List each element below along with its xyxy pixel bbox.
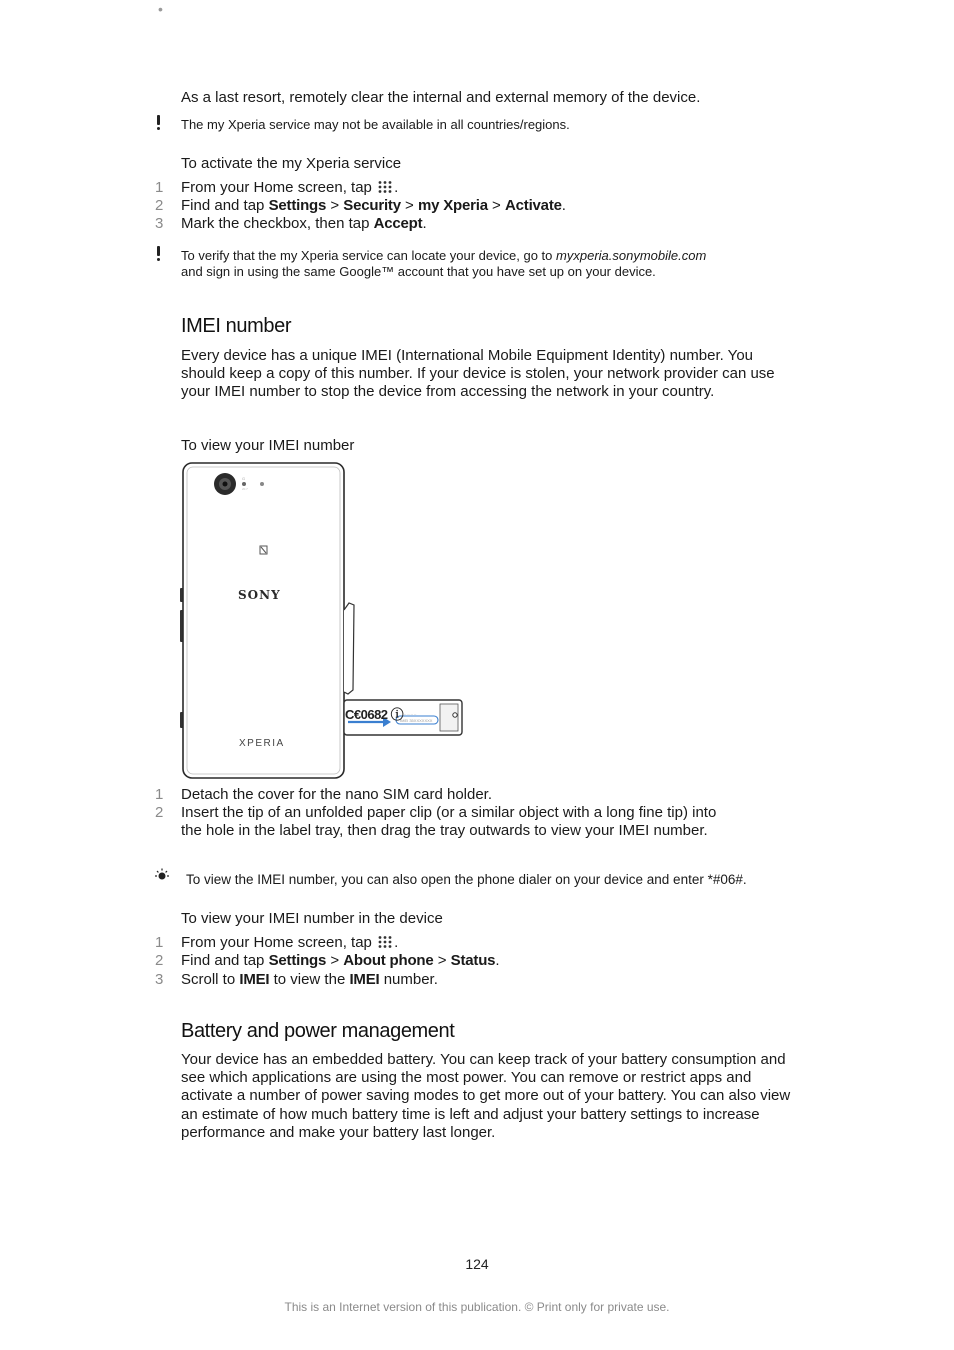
bullet-dot: •: [158, 1, 163, 17]
step-number: 2: [155, 804, 164, 821]
ui-accept: Accept: [373, 215, 423, 232]
bullet-text: As a last resort, remotely clear the internal and external memory of the device.: [181, 89, 701, 106]
svg-text:-- -- -- --: -- -- -- --: [404, 712, 417, 716]
lightbulb-icon: [154, 868, 170, 882]
section-title-imei: IMEI number: [181, 315, 292, 337]
phone-back-drawing: [178, 460, 468, 782]
battery-paragraph: Your device has an embedded battery. You can keep track of your battery consumption and see which applications are using the most power. You can remove or restrict apps and activate a number of power saving modes to get more out of your battery. You can also view an estimate of how much battery time is left and adjust your battery settings to increase performance and make your battery last longer.: [181, 1051, 791, 1141]
step-number: 1: [155, 786, 164, 803]
step-text: Insert the tip of an unfolded paper clip (or a similar object with a long fine tip) into the hole in the label tray, then drag the tray outwards to view your IMEI number.: [181, 804, 717, 839]
xperia-link[interactable]: myxperia.sonymobile.com: [556, 248, 707, 263]
ui-status: Status: [450, 952, 496, 969]
step-text-label: From your Home screen, tap: [181, 934, 372, 951]
note-text-pre: To verify that the my Xperia service can locate your device, go to: [181, 248, 553, 263]
imei-paragraph: Every device has a unique IMEI (International Mobile Equipment Identity) number. You should keep a copy of this number. If your device is stolen, your network provider can use your IMEI number to stop the device from accessing the network in your country.: [181, 347, 775, 401]
section-title-battery: Battery and power management: [181, 1020, 455, 1042]
step-mid: to view the: [273, 971, 346, 988]
svg-text:20.7: 20.7: [242, 487, 248, 491]
step-number: 1: [155, 934, 164, 951]
ui-imei: IMEI: [239, 971, 270, 988]
note-text: The my Xperia service may not be available in all countries/regions.: [181, 117, 570, 132]
step-prefix: Scroll to: [181, 971, 236, 988]
ui-activate: Activate: [505, 197, 562, 214]
page-number: 124: [465, 1256, 489, 1272]
ui-settings: Settings: [268, 197, 327, 214]
step-text: From your Home screen, tap .: [181, 934, 399, 951]
step-text: Find and tap Settings > Security > my Xperia > Activate.: [181, 197, 566, 214]
phone-illustration: [178, 460, 468, 782]
apps-grid-icon: [377, 935, 393, 949]
svg-text:G: G: [242, 476, 246, 481]
step-text: Mark the checkbox, then tap Accept.: [181, 215, 427, 232]
step-end: number.: [383, 971, 438, 988]
step-prefix: Mark the checkbox, then tap: [181, 215, 370, 232]
step-number: 1: [155, 179, 164, 196]
step-text: Find and tap Settings > About phone > Status.: [181, 952, 500, 969]
note-text: [181, 248, 801, 280]
exclamation-icon: [157, 115, 161, 130]
ui-my-xperia: my Xperia: [417, 197, 488, 214]
ui-about-phone: About phone: [343, 952, 434, 969]
sony-logo: SONY: [238, 588, 281, 602]
svg-text:IMEI 35XXXXXXX: IMEI 35XXXXXXX: [400, 718, 433, 723]
step-number: 2: [155, 197, 164, 214]
footer-text: This is an Internet version of this publication. © Print only for private use.: [284, 1300, 670, 1314]
exclamation-icon: [157, 246, 161, 261]
step-prefix: Find and tap: [181, 952, 265, 969]
note-text-line2: and sign in using the same Google™ account that you have set up on your device.: [181, 264, 656, 279]
ui-imei: IMEI: [349, 971, 380, 988]
procedure-heading: To activate the my Xperia service: [181, 155, 402, 172]
step-number: 2: [155, 952, 164, 969]
procedure-heading: To view your IMEI number in the device: [181, 910, 443, 927]
step-number: 3: [155, 215, 164, 232]
step-text: From your Home screen, tap .: [181, 179, 399, 196]
step-text-label: From your Home screen, tap: [181, 179, 372, 196]
step-prefix: Find and tap: [181, 197, 265, 214]
ui-settings: Settings: [268, 952, 327, 969]
procedure-heading: To view your IMEI number: [181, 437, 355, 454]
step-number: 3: [155, 971, 164, 988]
step-text: [181, 971, 438, 989]
ce-mark: C€0682 ⓘ: [345, 707, 404, 722]
ui-security: Security: [343, 197, 401, 214]
apps-grid-icon: [377, 180, 393, 194]
step-text: Detach the cover for the nano SIM card holder.: [181, 786, 493, 803]
xperia-logo: XPERIA: [239, 738, 285, 749]
tip-text: To view the IMEI number, you can also open the phone dialer on your device and enter *#06#.: [186, 872, 747, 887]
